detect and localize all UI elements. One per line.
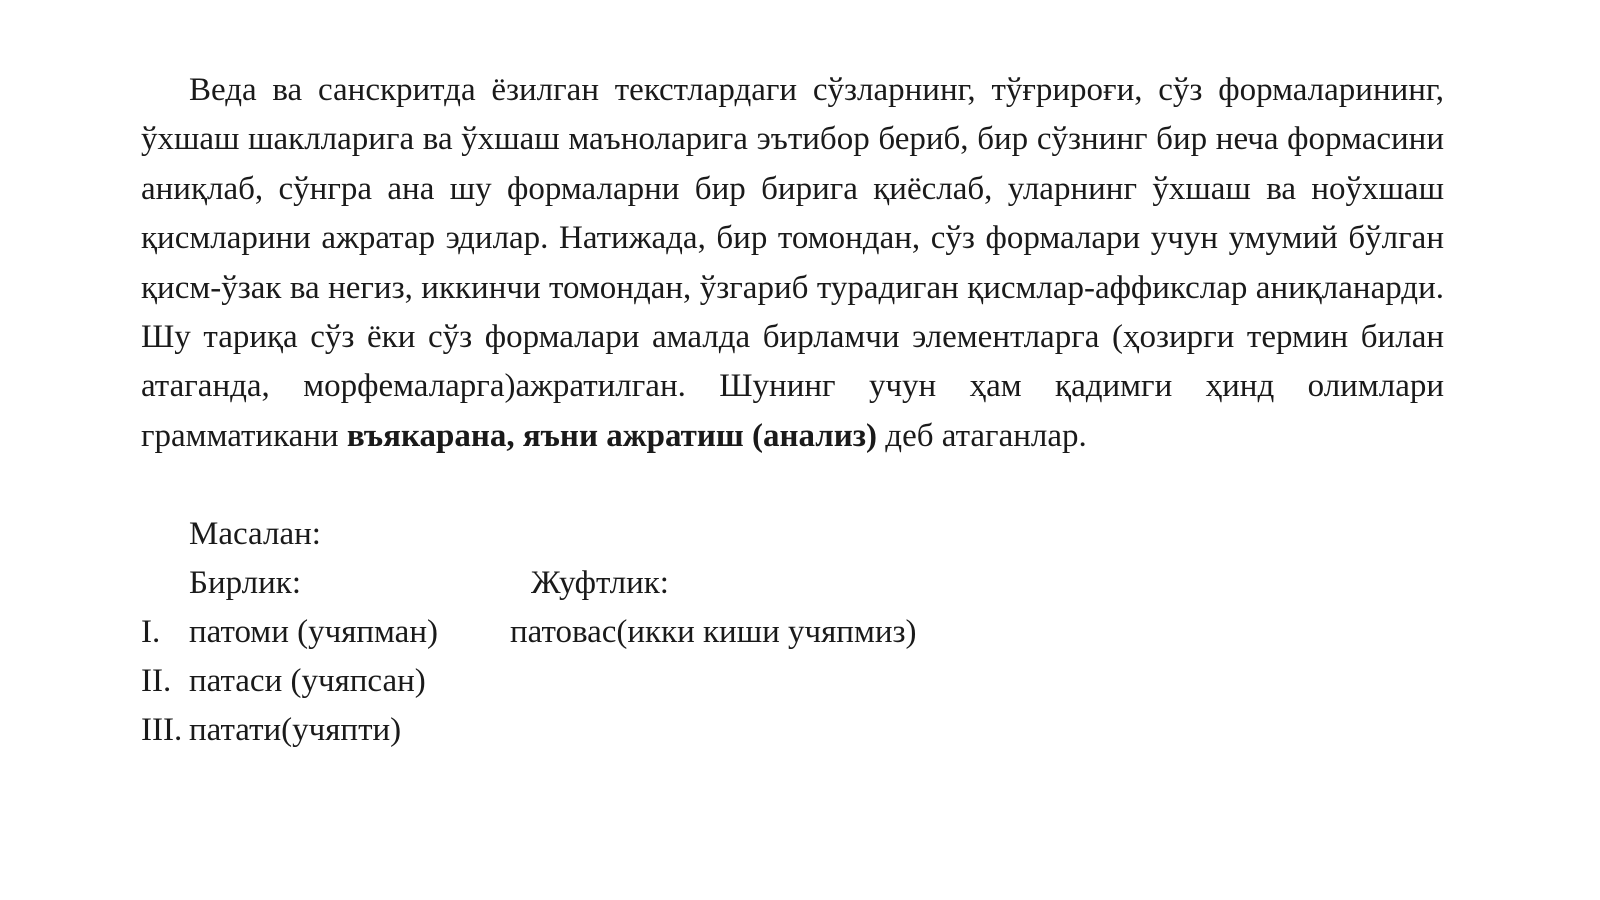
paragraph-bold-term: въякарана, яъни ажратиш (анализ) bbox=[346, 417, 878, 454]
dual-form: патовас(икки киши учяпмиз) bbox=[510, 614, 917, 650]
list-numeral: III. bbox=[141, 712, 183, 748]
example-label: Масалан: bbox=[189, 516, 321, 552]
paragraph-text: Веда ва санскритда ёзилган текстлардаги сўзларнинг, тўғрироғи, сўз формаларининг, ўхшаш шаклларига ва ўхшаш маъноларига эътибор бериб, бир сўзнинг бир неча формасини аниқлаб, сўнгра ана шу формаларни бир бирига қиёслаб, уларнинг ўхшаш ва ноўхшаш қисмларини ажратар эдилар. Натижада, бир томондан, сўз формалари учун умумий бўлган қисм-ўзак ва негиз, иккинчи томондан, ўзгариб турадиган қисмлар-аффикслар аниқланарди. Шу тариқа сўз ёки сўз формалари амалда бирламчи элементларга (ҳозирги термин билан атаганда, морфемаларга)ажратилган. Шунинг учун ҳам қадимги ҳинд олимлари грамматикани bbox=[141, 72, 1444, 454]
main-paragraph bbox=[141, 66, 1444, 461]
singular-column-header: Бирлик: bbox=[189, 565, 302, 601]
paragraph-ending: деб атаганлар. bbox=[877, 417, 1087, 454]
singular-form: патати(учяпти) bbox=[189, 712, 402, 748]
singular-form: патаси (учяпсан) bbox=[189, 663, 426, 699]
dual-column-header: Жуфтлик: bbox=[531, 565, 669, 601]
list-numeral: I. bbox=[141, 614, 161, 650]
singular-form: патоми (учяпман) bbox=[189, 614, 438, 650]
list-numeral: II. bbox=[141, 663, 172, 699]
